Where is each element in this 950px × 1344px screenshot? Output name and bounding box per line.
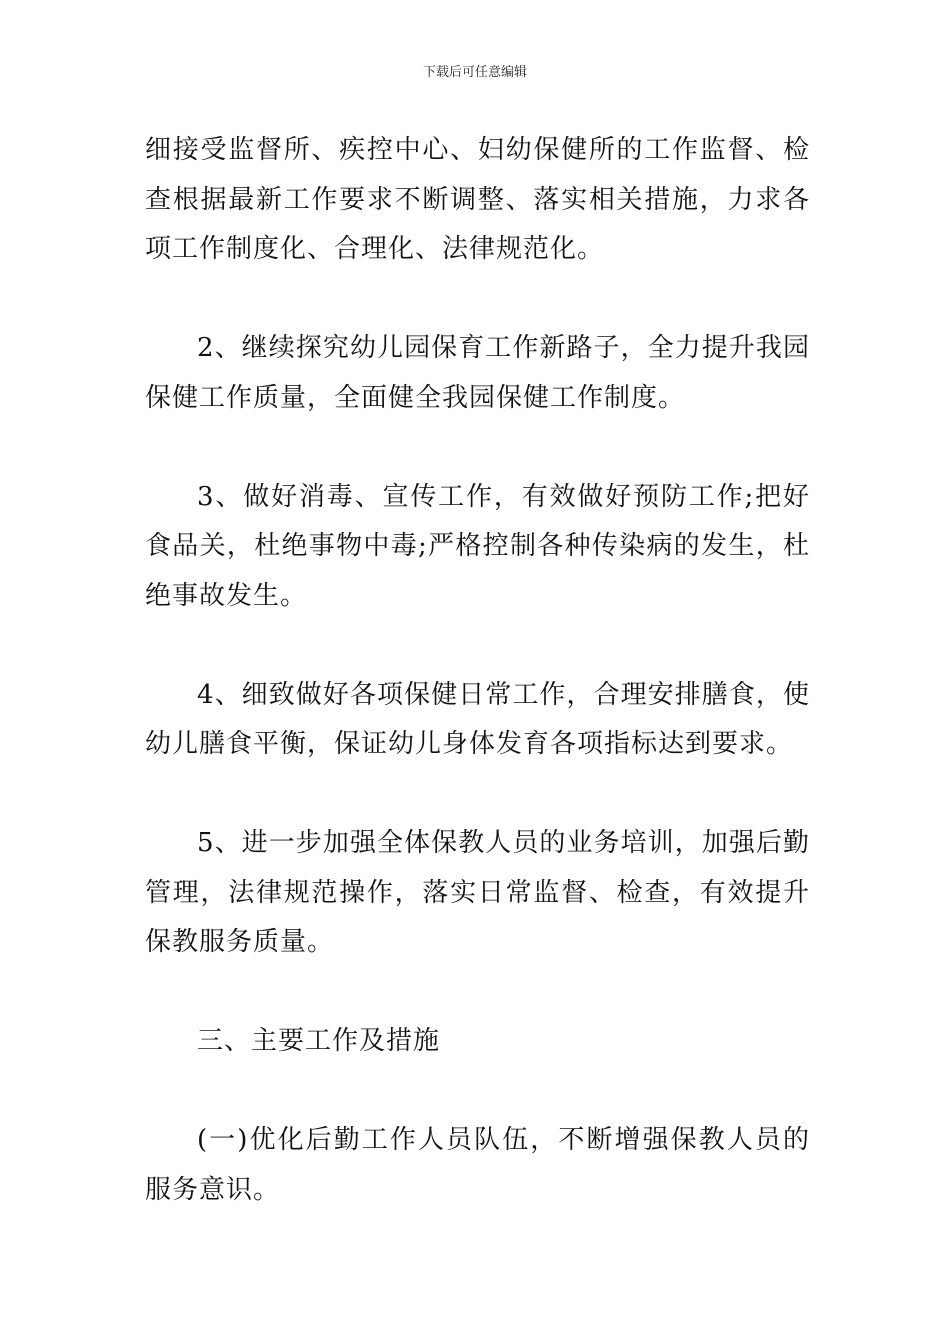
page-header-note: 下载后可任意编辑 [422, 65, 527, 80]
paragraph-item-3: 3、做好消毒、宣传工作，有效做好预防工作;把好食品关，杜绝事物中毒;严格控制各种传染病的发生，杜绝事故发生。 [145, 481, 810, 611]
paragraph-item-5: 5、进一步加强全体保教人员的业务培训，加强后勤管理，法律规范操作，落实日常监督、检查，有效提升保教服务质量。 [145, 828, 810, 957]
paragraph-item-4: 4、细致做好各项保健日常工作，合理安排膳食，使幼儿膳食平衡，保证幼儿身体发育各项指标达到要求。 [145, 679, 810, 759]
paragraph-continuation: 细接受监督所、疾控中心、妇幼保健所的工作监督、检查根据最新工作要求不断调整、落实相关措施，力求各项工作制度化、合理化、法律规范化。 [145, 135, 810, 264]
subsection-heading: (一)优化后勤工作人员队伍，不断增强保教人员的服务意识。 [145, 1125, 810, 1205]
paragraph-item-2: 2、继续探究幼儿园保育工作新路子，全力提升我园保健工作质量，全面健全我园保健工作制度。 [145, 333, 810, 413]
section-heading: 三、主要工作及措施 [197, 1026, 441, 1056]
document-body [145, 126, 810, 1215]
